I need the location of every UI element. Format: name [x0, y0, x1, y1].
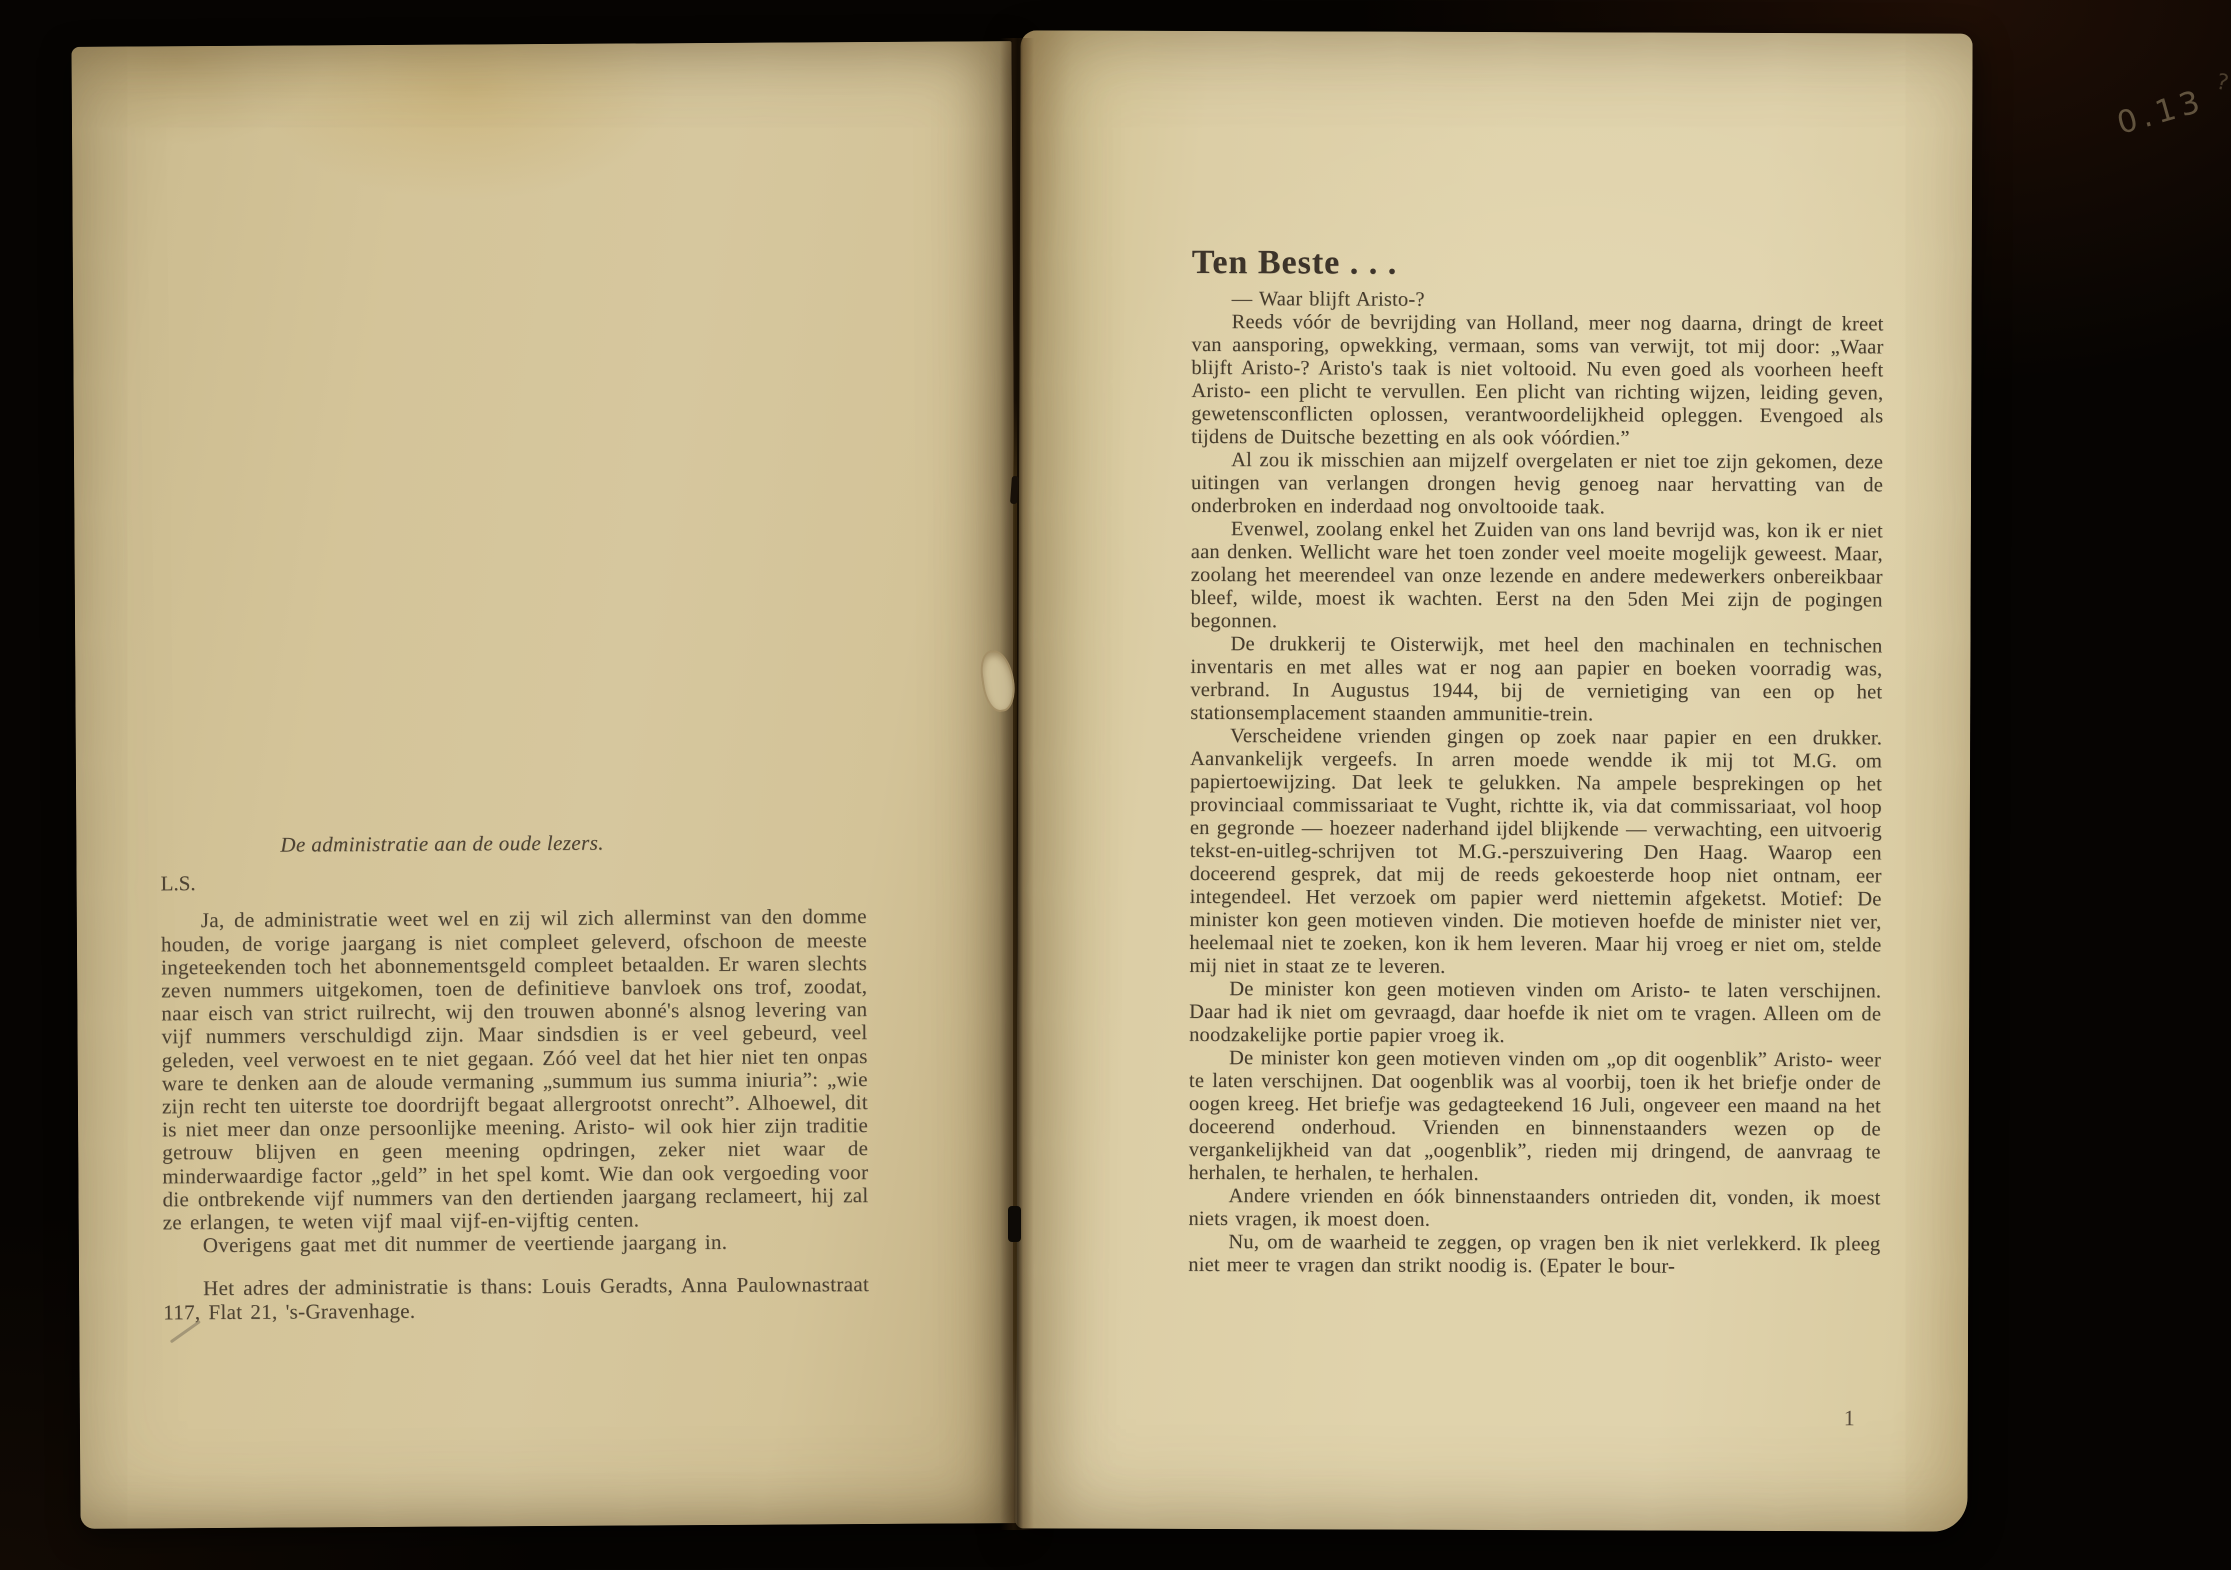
body-paragraph: Het adres der administratie is thans: Louis Geradts, Anna Paulownastraat 117, Flat 21, 's-Gravenhage.: [163, 1272, 870, 1325]
body-paragraph: Reeds vóór de bevrijding van Holland, meer nog daarna, dringt de kreet van aansporing, opwekking, vermaan, soms van verwijt, tot mij door: „Waar blijft Aristo-? Aristo's taak is niet voltooid. Nu even goed als voorheen heeft Aristo- een plicht te vervullen. Een plicht van richting wijzen, leiding geven, gewetensconflicten oplossen, verantwoordelijkheid opleggen. Evengoed als tijdens de Duitsche bezetting en als ook vóórdien.”: [1191, 311, 1884, 450]
body-paragraph: Verscheidene vrienden gingen op zoek naar papier en een drukker. Aanvankelijk vergeefs. In arren moede wendde ik mij tot M.G. om papiertoewijzing. Dat leek te gelukken. Na ampele besprekingen op het provinciaal commissariaat te Vught, richtte ik, via dat commissariaat, vol hoop en gegronde — hoezeer naderhand ijdel blijkende — verwachting, een uitvoerig tekst-en-uitleg-schrijven tot M.G.-perszuivering Den Haag. Waarop een doceerend gesprek, dat mij de reeds gekoesterde hoop niet ontnam, eer integendeel. Het verzoek om papier werd niettemin afgeketst. Motief: De minister kon geen motieven vinden. Die motieven hoefde de minister niet ver, heelemaal niet te zoeken, kon ik hem leveren. Maar hij vroeg er niet om, stelde mij niet in staat ze te leveren.: [1189, 725, 1883, 978]
handwritten-question-mark: ?: [2213, 69, 2231, 97]
body-paragraph: — Waar blijft Aristo-?: [1231, 288, 1425, 311]
right-page-text-block: [1188, 243, 1884, 1279]
right-page-paragraphs: [1188, 288, 1883, 1279]
body-paragraph: De minister kon geen motieven vinden om Aristo- te laten verschijnen. Daar had ik niet om gevraagd, daar hoefde ik niet om te vragen. Alleen om de noodzakelijke portie papier vroeg ik.: [1189, 978, 1882, 1048]
body-paragraph: Evenwel, zoolang enkel het Zuiden van ons land bevrijd was, kon ik er niet aan denken. Wellicht ware het toen zonder veel moeite mogelijk geweest. Maar, zoolang het meerendeel van onze lezende en andere medewerkers onbereikbaar bleef, wilde, moest ik wachten. Eerst na den 5den Mei zijn de pogingen begonnen.: [1190, 518, 1883, 633]
left-page: [71, 41, 1020, 1529]
body-paragraph: Al zou ik misschien aan mijzelf overgelaten er niet toe zijn gekomen, deze uitingen van verlangen drongen hevig genoeg naar hervatting van de onderbroken en inderdaad nog onvoltooide taak.: [1190, 449, 1884, 519]
left-page-heading: De administratie aan de oude lezers.: [280, 830, 604, 857]
spine-crease: [1013, 400, 1017, 1440]
binding-stitch-top: [1010, 476, 1019, 504]
body-paragraph: Nu, om de waarheid te zeggen, op vragen ben ik niet verlekkerd. Ik pleeg niet meer te vragen dan strikt noodig is. (Epater le bour-: [1188, 1231, 1881, 1278]
right-page: [1015, 30, 2231, 1531]
left-page-text-block: [160, 830, 869, 1324]
binding-stitch-bottom: [1008, 1206, 1021, 1242]
salutation-text: L.S.: [160, 871, 196, 896]
page-number: 1: [1843, 1405, 1855, 1431]
body-paragraph: Ja, de administratie weet wel en zij wil zich allerminst van den domme houden, de vorige jaargang is niet compleet geleverd, ofschoon de meeste ingeteekenden toch het abonnementsgeld compleet betaalden. Er waren slechts zeven nummers uitgekomen, toen de definitieve banvloek ons trof, zoodat, naar eisch van strict ruilrecht, wij den trouwen abonné's alsnog levering van vijf nummers verschuldigd zijn. Maar sindsdien is er veel gebeurd, veel geleden, veel verwoest en te niet gegaan. Zóó veel dat het hier niet ten onpas ware te denken aan de aloude vermaning „summum ius summa iniuria”: „wie zijn recht ten uiterste toe doordrijft begaat allergrootst onrecht”. Alhoewel, dit is niet meer dan onze persoonlijke meening. Aristo- wil ook hier zijn traditie getrouw blijven en geen meening opdringen, zeker niet waar de minderwaardige factor „geld” in het spel komt. Wie dan ook vergoeding voor die ontbrekende vijf nummers van den dertienden jaargang reclameert, hij zal ze erlangen, te weten vijf maal vijf-en-vijftig centen.: [160, 904, 869, 1235]
handwritten-price-note: 0.13: [2113, 82, 2209, 142]
article-title: Ten Beste . . .: [1191, 243, 1398, 282]
body-paragraph: Andere vrienden en óók binnenstaanders ontrieden dit, vonden, ik moest niets vragen, ik moest doen.: [1188, 1185, 1881, 1231]
body-paragraph: De drukkerij te Oisterwijk, met heel den machinalen en technischen inventaris en met alles wat er nog aan papier en boeken voorradig was, verbrand. In Augustus 1944, bij de vernietiging van een op het stationsemplacement staanden ammunitie-trein.: [1190, 633, 1883, 726]
body-paragraph: Overigens gaat met dit nummer de veertiende jaargang in.: [202, 1230, 728, 1258]
body-paragraph: De minister kon geen motieven vinden om „op dit oogenblik” Aristo- weer te laten verschijnen. Dat oogenblik was al voorbij, toen ik het briefje onder de oogen kreeg. Het briefje was gedagteekend 16 Juli, ongeveer een maand na het doceerend onderhoud. Vrienden en binnenstaanders wezen op de vergankelijkheid van dat „oogenblik”, rieden mij dringend, de aanvraag te herhalen, te herhalen, te herhalen.: [1188, 1047, 1882, 1185]
left-page-paragraphs: [161, 905, 870, 1324]
